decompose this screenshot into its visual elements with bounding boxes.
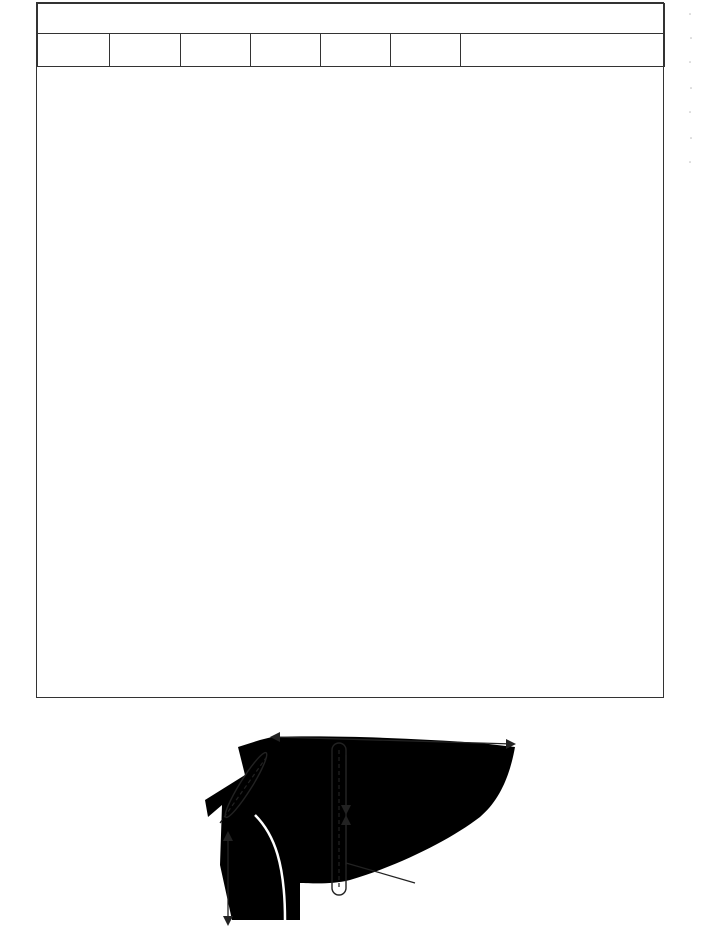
- garment-body-shape: [205, 736, 515, 920]
- measurement-diagram: [150, 705, 620, 927]
- header-size: [38, 34, 110, 67]
- title-row: [38, 4, 665, 34]
- header-chest: [181, 34, 251, 67]
- header-neck: [110, 34, 181, 67]
- header-back-length: [251, 34, 321, 67]
- header-sleeve: [321, 34, 391, 67]
- garment-illustration: [150, 705, 620, 927]
- size-table: [37, 3, 665, 67]
- size-chart-sheet: [36, 2, 664, 698]
- title-cell: [38, 4, 665, 34]
- header-weight: [391, 34, 461, 67]
- header-row: [38, 34, 665, 67]
- header-notes: [461, 34, 665, 67]
- edge-dots: [683, 0, 701, 200]
